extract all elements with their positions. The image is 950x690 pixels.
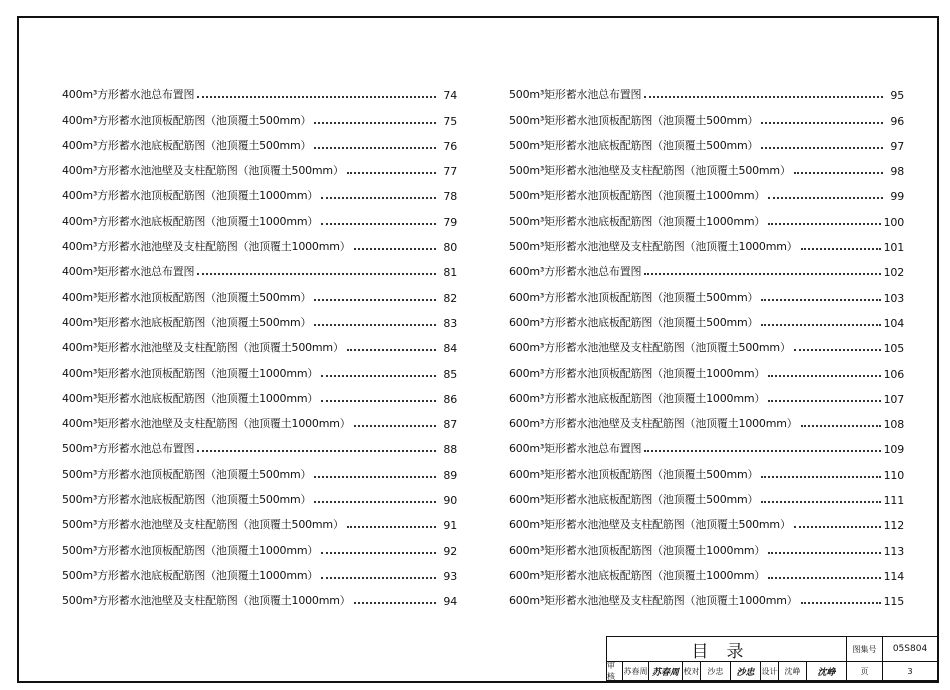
toc-leader-dots	[761, 122, 883, 124]
toc-entry-page: 101	[883, 241, 904, 255]
page-number: 3	[907, 666, 913, 676]
toc-entry-title: 400m³矩形蓄水池底板配筋图（池顶覆土1000mm）	[62, 391, 319, 405]
toc-leader-dots	[801, 602, 881, 604]
toc-entry-title: 500m³矩形蓄水池底板配筋图（池顶覆土500mm）	[509, 138, 759, 152]
toc-entry	[509, 153, 904, 178]
toc-entry	[509, 279, 904, 304]
toc-leader-dots	[321, 375, 436, 377]
toc-leader-dots	[197, 450, 436, 452]
toc-entry	[509, 355, 904, 380]
toc-entry-title: 600m³方形蓄水池底板配筋图（池顶覆土1000mm）	[509, 391, 766, 405]
toc-entry-page: 104	[883, 316, 904, 330]
toc-entry	[509, 102, 904, 127]
toc-entry	[509, 229, 904, 254]
toc-entry-title: 600m³方形蓄水池池壁及支柱配筋图（池顶覆土1000mm）	[509, 417, 798, 431]
toc-entry-page: 89	[443, 468, 457, 482]
toc-entry-title: 600m³矩形蓄水池总布置图	[509, 442, 642, 456]
toc-entry	[62, 406, 457, 431]
toc-leader-dots	[801, 248, 881, 250]
toc-leader-dots	[644, 450, 880, 452]
toc-leader-dots	[321, 197, 436, 199]
toc-entry-page: 88	[443, 443, 457, 457]
toc-entry-title: 600m³矩形蓄水池池壁及支柱配筋图（池顶覆土500mm）	[509, 518, 791, 532]
toc-entry-page: 84	[443, 342, 457, 356]
toc-entry-title: 400m³矩形蓄水池池壁及支柱配筋图（池顶覆土1000mm）	[62, 417, 351, 431]
toc-entry-title: 600m³方形蓄水池顶板配筋图（池顶覆土1000mm）	[509, 366, 766, 380]
toc-entry-title: 400m³方形蓄水池池壁及支柱配筋图（池顶覆土1000mm）	[62, 240, 351, 254]
toc-leader-dots	[314, 299, 436, 301]
toc-entry-title: 500m³矩形蓄水池总布置图	[509, 88, 642, 102]
toc-leader-dots	[354, 602, 436, 604]
toc-entry-page: 106	[883, 367, 904, 381]
toc-entry	[509, 77, 904, 102]
toc-entry	[509, 381, 904, 406]
toc-entry-page: 90	[443, 494, 457, 508]
designer-signature: 沈峥	[807, 662, 847, 680]
toc-entry	[509, 128, 904, 153]
toc-entry	[509, 406, 904, 431]
toc-entry-page: 97	[890, 139, 904, 153]
toc-leader-dots	[314, 147, 436, 149]
toc-leader-dots	[321, 552, 436, 554]
title-block	[606, 636, 938, 681]
toc-entry-title: 400m³方形蓄水池池壁及支柱配筋图（池顶覆土500mm）	[62, 164, 344, 178]
toc-entry-title: 500m³方形蓄水池顶板配筋图（池顶覆土500mm）	[62, 467, 312, 481]
toc-entry-title: 500m³矩形蓄水池底板配筋图（池顶覆土1000mm）	[509, 214, 766, 228]
toc-entry	[509, 254, 904, 279]
toc-entry-page: 110	[883, 468, 904, 482]
toc-entry	[509, 532, 904, 557]
toc-entry	[62, 77, 457, 102]
toc-leader-dots	[314, 501, 436, 503]
toc-entry-title: 500m³方形蓄水池顶板配筋图（池顶覆土1000mm）	[62, 543, 319, 557]
checker-name: 沙忠	[701, 662, 731, 680]
toc-entry-page: 94	[443, 595, 457, 609]
toc-entry-title: 500m³矩形蓄水池顶板配筋图（池顶覆土500mm）	[509, 113, 759, 127]
toc-leader-dots	[321, 577, 436, 579]
toc-entry	[509, 203, 904, 228]
toc-entry-title: 400m³方形蓄水池底板配筋图（池顶覆土500mm）	[62, 138, 312, 152]
toc-leader-dots	[197, 273, 436, 275]
toc-entry	[509, 305, 904, 330]
toc-entry-page: 81	[443, 266, 457, 280]
toc-leader-dots	[314, 122, 436, 124]
toc-entry-page: 102	[883, 266, 904, 280]
toc-entry-title: 600m³方形蓄水池池壁及支柱配筋图（池顶覆土500mm）	[509, 341, 791, 355]
title-block-title: 目录	[607, 637, 847, 662]
toc-entry-page: 112	[883, 519, 904, 533]
toc-entry-title: 400m³矩形蓄水池总布置图	[62, 265, 195, 279]
toc-entry-title: 600m³矩形蓄水池池壁及支柱配筋图（池顶覆土1000mm）	[509, 594, 798, 608]
toc-entry	[62, 229, 457, 254]
toc-entry-page: 83	[443, 316, 457, 330]
toc-entry	[509, 456, 904, 481]
toc-entry-page: 96	[890, 114, 904, 128]
toc-entry	[509, 482, 904, 507]
toc-entry-page: 98	[890, 165, 904, 179]
toc-entry-page: 91	[443, 519, 457, 533]
design-label: 设计	[761, 662, 779, 680]
toc-leader-dots	[768, 400, 880, 402]
toc-entry-title: 600m³方形蓄水池顶板配筋图（池顶覆土500mm）	[509, 290, 759, 304]
toc-entry-title: 500m³方形蓄水池底板配筋图（池顶覆土1000mm）	[62, 568, 319, 582]
toc-entry-title: 500m³方形蓄水池底板配筋图（池顶覆土500mm）	[62, 493, 312, 507]
toc-leader-dots	[347, 526, 436, 528]
checker-signature: 沙忠	[731, 662, 761, 680]
toc-entry-title: 500m³矩形蓄水池池壁及支柱配筋图（池顶覆土500mm）	[509, 164, 791, 178]
toc-leader-dots	[761, 476, 880, 478]
toc-leader-dots	[794, 526, 881, 528]
toc-leader-dots	[761, 501, 880, 503]
toc-entry-title: 600m³矩形蓄水池底板配筋图（池顶覆土500mm）	[509, 493, 759, 507]
toc-entry-page: 80	[443, 241, 457, 255]
toc-entry-page: 74	[443, 89, 457, 103]
toc-entry	[62, 355, 457, 380]
toc-entry-title: 400m³矩形蓄水池顶板配筋图（池顶覆土1000mm）	[62, 366, 319, 380]
toc-entry-title: 400m³矩形蓄水池池壁及支柱配筋图（池顶覆土500mm）	[62, 341, 344, 355]
page-label: 页	[847, 662, 883, 680]
toc-leader-dots	[794, 172, 883, 174]
toc-entry-page: 113	[883, 544, 904, 558]
toc-entry-title: 600m³方形蓄水池总布置图	[509, 265, 642, 279]
designer-name: 沈峥	[779, 662, 807, 680]
toc-leader-dots	[761, 324, 880, 326]
toc-leader-dots	[347, 349, 436, 351]
review-label: 审核	[607, 662, 623, 680]
toc-entry-title: 600m³方形蓄水池底板配筋图（池顶覆土500mm）	[509, 315, 759, 329]
toc-leader-dots	[768, 552, 880, 554]
toc-entry	[62, 330, 457, 355]
toc-entry-page: 115	[883, 595, 904, 609]
toc-entry	[62, 203, 457, 228]
toc-entry	[62, 583, 457, 608]
toc-entry-page: 111	[883, 494, 904, 508]
toc-leader-dots	[314, 476, 436, 478]
toc-entry-title: 400m³矩形蓄水池顶板配筋图（池顶覆土500mm）	[62, 290, 312, 304]
toc-entry-title: 500m³矩形蓄水池顶板配筋图（池顶覆土1000mm）	[509, 189, 766, 203]
toc-entry-title: 500m³方形蓄水池总布置图	[62, 442, 195, 456]
toc-leader-dots	[644, 273, 880, 275]
reviewer-name: 苏春周	[623, 662, 649, 680]
toc-entry-title: 400m³方形蓄水池总布置图	[62, 88, 195, 102]
atlas-number-label: 图集号	[847, 637, 883, 662]
toc-entry	[62, 153, 457, 178]
signature-row	[607, 662, 937, 680]
toc-leader-dots	[768, 197, 883, 199]
toc-left-column	[62, 77, 457, 608]
toc-entry-page: 75	[443, 114, 457, 128]
toc-leader-dots	[768, 375, 880, 377]
toc-leader-dots	[354, 248, 436, 250]
toc-entry	[62, 431, 457, 456]
toc-entry	[509, 178, 904, 203]
toc-entry-page: 99	[890, 190, 904, 204]
toc-entry	[509, 583, 904, 608]
toc-entry	[62, 305, 457, 330]
toc-entry	[62, 128, 457, 153]
toc-entry	[62, 456, 457, 481]
toc-entry-page: 103	[883, 291, 904, 305]
toc-entry-page: 108	[883, 418, 904, 432]
toc-leader-dots	[761, 147, 883, 149]
toc-entry-title: 600m³矩形蓄水池顶板配筋图（池顶覆土500mm）	[509, 467, 759, 481]
toc-entry-page: 78	[443, 190, 457, 204]
toc-entry-page: 100	[883, 215, 904, 229]
toc-entry-title: 400m³矩形蓄水池底板配筋图（池顶覆土500mm）	[62, 315, 312, 329]
toc-entry-title: 400m³方形蓄水池底板配筋图（池顶覆土1000mm）	[62, 214, 319, 228]
toc-entry-title: 500m³矩形蓄水池池壁及支柱配筋图（池顶覆土1000mm）	[509, 240, 798, 254]
toc-entry-title: 500m³方形蓄水池池壁及支柱配筋图（池顶覆土500mm）	[62, 518, 344, 532]
toc-entry	[62, 558, 457, 583]
toc-entry	[62, 381, 457, 406]
toc-entry-page: 109	[883, 443, 904, 457]
toc-entry-title: 600m³矩形蓄水池顶板配筋图（池顶覆土1000mm）	[509, 543, 766, 557]
toc-entry-page: 87	[443, 418, 457, 432]
toc-entry	[62, 482, 457, 507]
atlas-number: 05S804	[883, 637, 937, 662]
toc-entry	[509, 330, 904, 355]
toc-entry	[509, 558, 904, 583]
toc-leader-dots	[768, 223, 880, 225]
toc-entry-title: 600m³矩形蓄水池底板配筋图（池顶覆土1000mm）	[509, 568, 766, 582]
toc-entry	[62, 532, 457, 557]
reviewer-signature: 苏春周	[649, 662, 683, 680]
toc-entry-title: 500m³方形蓄水池池壁及支柱配筋图（池顶覆土1000mm）	[62, 594, 351, 608]
toc-entry-page: 77	[443, 165, 457, 179]
toc-leader-dots	[321, 400, 436, 402]
toc-entry-page: 82	[443, 291, 457, 305]
toc-leader-dots	[321, 223, 436, 225]
toc-leader-dots	[197, 96, 436, 98]
toc-entry-title: 400m³方形蓄水池顶板配筋图（池顶覆土500mm）	[62, 113, 312, 127]
toc-leader-dots	[644, 96, 883, 98]
toc-entry	[62, 507, 457, 532]
toc-right-column	[509, 77, 904, 608]
toc-entry-page: 114	[883, 569, 904, 583]
toc-leader-dots	[768, 577, 880, 579]
toc-entry	[509, 431, 904, 456]
toc-leader-dots	[354, 425, 436, 427]
toc-leader-dots	[314, 324, 436, 326]
toc-entry-page: 92	[443, 544, 457, 558]
toc-entry	[509, 507, 904, 532]
toc-leader-dots	[794, 349, 881, 351]
toc-entry-page: 86	[443, 392, 457, 406]
toc-entry-page: 93	[443, 569, 457, 583]
toc-entry	[62, 279, 457, 304]
toc-leader-dots	[801, 425, 881, 427]
toc-entry-page: 85	[443, 367, 457, 381]
toc-leader-dots	[761, 299, 880, 301]
toc-entry-title: 400m³方形蓄水池顶板配筋图（池顶覆土1000mm）	[62, 189, 319, 203]
toc-entry	[62, 178, 457, 203]
toc-entry-page: 105	[883, 342, 904, 356]
toc-entry-page: 107	[883, 392, 904, 406]
toc-entry-page: 79	[443, 215, 457, 229]
toc-leader-dots	[347, 172, 436, 174]
check-label: 校对	[683, 662, 701, 680]
toc-entry	[62, 102, 457, 127]
toc-entry-page: 76	[443, 139, 457, 153]
toc-entry	[62, 254, 457, 279]
toc-entry-page: 95	[890, 89, 904, 103]
